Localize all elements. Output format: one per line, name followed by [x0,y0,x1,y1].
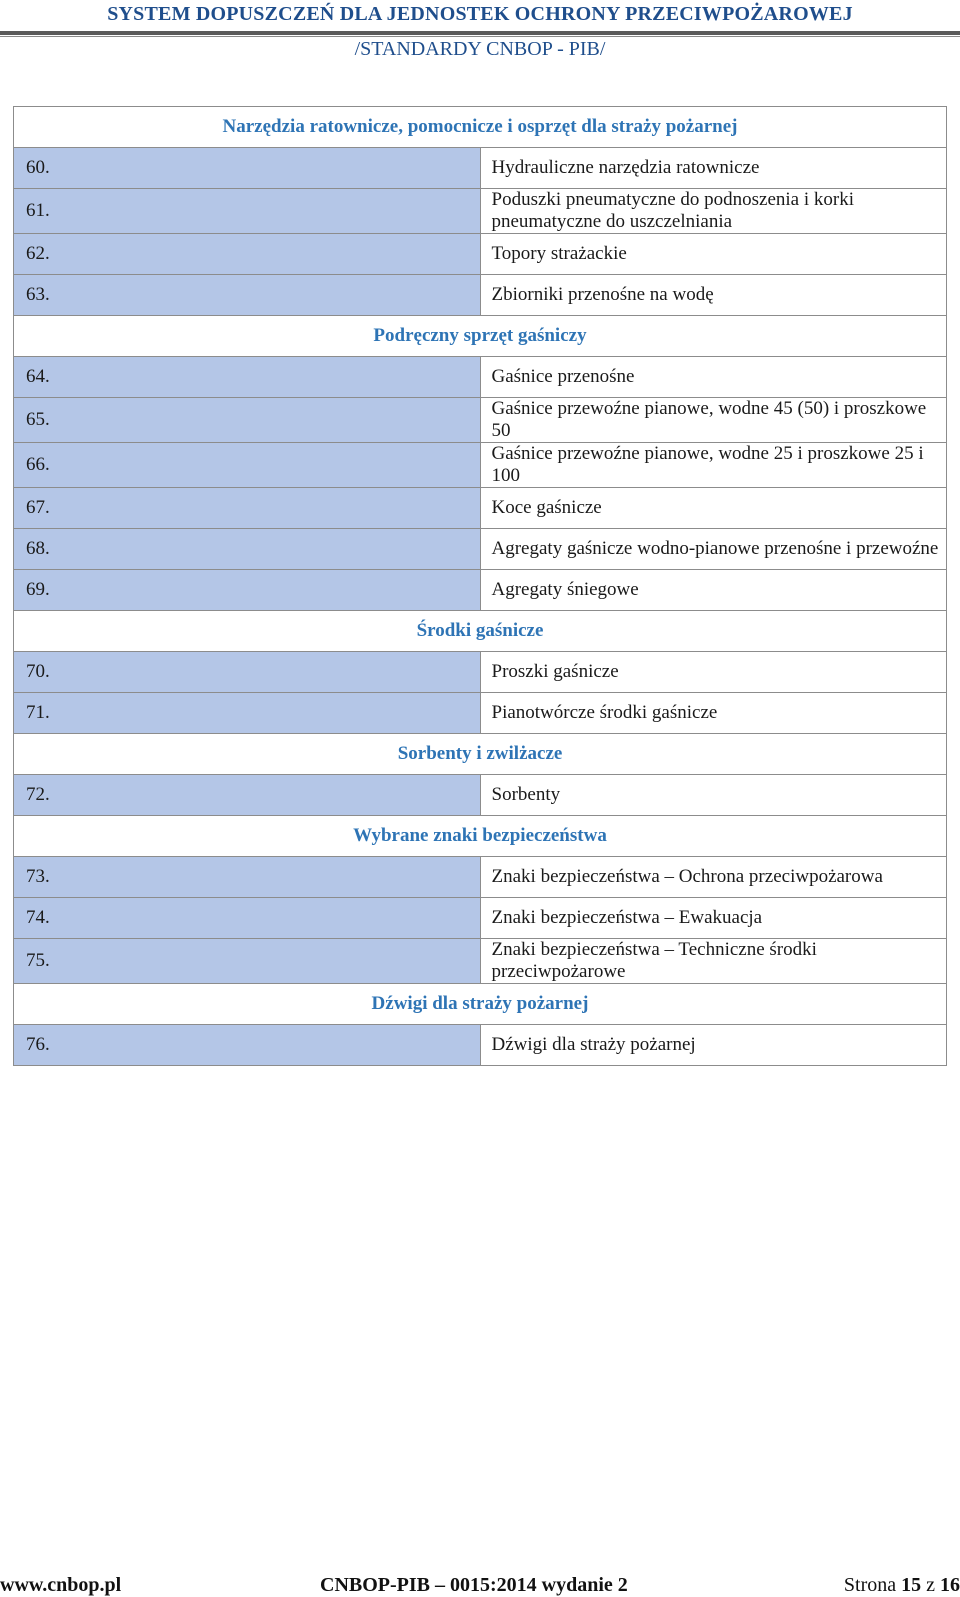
table-row [14,234,947,275]
table-row [14,148,947,189]
item-name: Poduszki pneumatyczne do podnoszenia i korki pneumatyczne do uszczelniania [480,189,947,234]
table-row [14,443,947,488]
item-name: Pianotwórcze środki gaśnicze [480,693,947,734]
item-name: Gaśnice przewoźne pianowe, wodne 25 i proszkowe 25 i 100 [480,443,947,488]
item-number: 62. [14,234,481,275]
header-rule [0,31,960,35]
item-name: Znaki bezpieczeństwa – Ochrona przeciwpożarowa [480,857,947,898]
item-name: Koce gaśnicze [480,488,947,529]
section-row [14,734,947,775]
page-current: 15 [901,1574,922,1596]
section-title: Środki gaśnicze [14,611,947,652]
item-number: 69. [14,570,481,611]
item-number: 60. [14,148,481,189]
table-row [14,652,947,693]
item-number: 61. [14,189,481,234]
table-row [14,488,947,529]
item-name: Dźwigi dla straży pożarnej [480,1025,947,1066]
item-number: 74. [14,898,481,939]
item-number: 67. [14,488,481,529]
item-number: 68. [14,529,481,570]
item-number: 73. [14,857,481,898]
standards-table-body [14,107,947,1066]
item-name: Topory strażackie [480,234,947,275]
table-row [14,1025,947,1066]
table-row [14,275,947,316]
item-number: 72. [14,775,481,816]
item-number: 66. [14,443,481,488]
footer-document-id: CNBOP-PIB – 0015:2014 wydanie 2 [320,1574,628,1596]
table-row [14,775,947,816]
table-row [14,570,947,611]
header-title: SYSTEM DOPUSZCZEŃ DLA JEDNOSTEK OCHRONY PRZECIWPOŻAROWEJ [107,3,853,25]
item-number: 63. [14,275,481,316]
item-name: Sorbenty [480,775,947,816]
footer-page-number [844,1574,960,1597]
item-name: Agregaty śniegowe [480,570,947,611]
item-name: Zbiorniki przenośne na wodę [480,275,947,316]
item-name: Gaśnice przenośne [480,357,947,398]
standards-table [13,106,947,1066]
item-number: 64. [14,357,481,398]
section-title: Narzędzia ratownicze, pomocnicze i osprzęt dla straży pożarnej [14,107,947,148]
page-sep: z [926,1574,935,1596]
section-title: Dźwigi dla straży pożarnej [14,984,947,1025]
table-row [14,898,947,939]
table-row [14,857,947,898]
footer-website-link[interactable]: www.cnbop.pl [0,1574,122,1596]
section-row [14,984,947,1025]
table-row [14,939,947,984]
item-number: 76. [14,1025,481,1066]
section-row [14,611,947,652]
item-name: Gaśnice przewoźne pianowe, wodne 45 (50) i proszkowe 50 [480,398,947,443]
page-footer [0,1570,960,1596]
page-total: 16 [940,1574,960,1596]
section-row [14,816,947,857]
page-prefix: Strona [843,1574,897,1596]
item-number: 75. [14,939,481,984]
section-title: Podręczny sprzęt gaśniczy [14,316,947,357]
section-title: Wybrane znaki bezpieczeństwa [14,816,947,857]
item-number: 65. [14,398,481,443]
table-row [14,398,947,443]
section-row [14,107,947,148]
section-row [14,316,947,357]
item-number: 70. [14,652,481,693]
item-name: Agregaty gaśnicze wodno-pianowe przenośne i przewoźne [480,529,947,570]
table-row [14,189,947,234]
item-name: Znaki bezpieczeństwa – Techniczne środki przeciwpożarowe [480,939,947,984]
header-subtitle: /STANDARDY CNBOP - PIB/ [354,38,606,60]
item-name: Hydrauliczne narzędzia ratownicze [480,148,947,189]
item-name: Proszki gaśnicze [480,652,947,693]
header-rule-thin [0,36,960,37]
table-row [14,693,947,734]
item-number: 71. [14,693,481,734]
item-name: Znaki bezpieczeństwa – Ewakuacja [480,898,947,939]
table-row [14,357,947,398]
table-row [14,529,947,570]
section-title: Sorbenty i zwilżacze [14,734,947,775]
